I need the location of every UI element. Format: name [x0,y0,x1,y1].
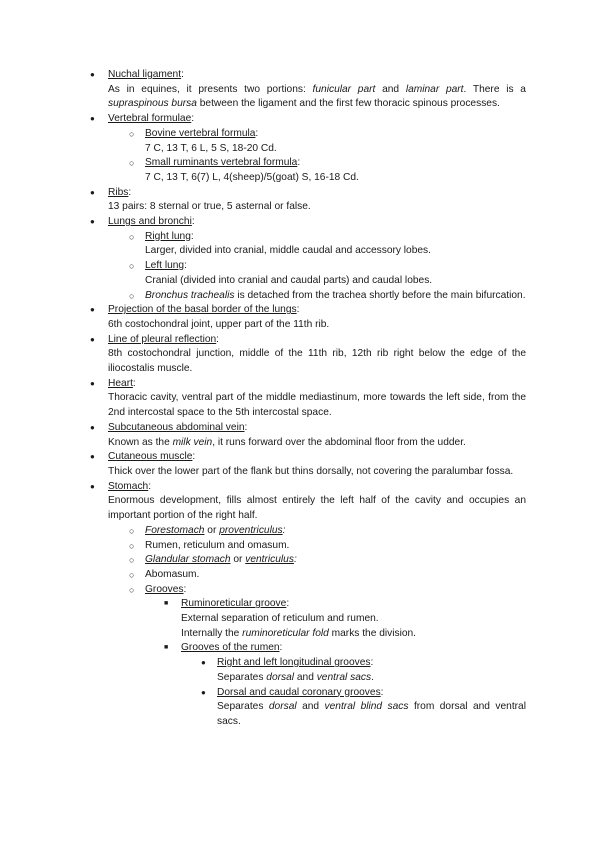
heading-pleural-reflection: Line of pleural reflection [108,333,217,345]
bullet-circle-icon: ○ [129,584,135,595]
heading-right-lung: Right lung [145,230,191,242]
text-longitudinal-grooves [217,671,526,686]
list-item-grooves: ○ Grooves: ■ Ruminoreticular groove: External separation of reticulum and rumen. Internally the ruminoreticular fold marks the division. ■ Grooves of the rumen: ● Right and left longitudinal grooves: Separates dorsal and ventral sacs. ● Dorsal and caudal coronary grooves: Separates dorsal and ventral blind sacs from dorsal and ventral sacs. [145,583,526,730]
italic-term: ventral blind sacs [324,701,409,713]
list-item-abomasum [129,568,526,583]
list-item-left-lung: ○ Left lung: Cranial (divided into cranial and caudal parts) and caudal lobes. [145,259,526,288]
heading-heart: Heart [108,377,133,389]
heading-glandular-stomach [145,553,526,568]
list-item-coronary-grooves: ● Dorsal and caudal coronary grooves: Separates dorsal and ventral blind sacs from dorsal and ventral sacs. [217,686,526,730]
list-item-forestomach [129,524,526,539]
bullet-square-icon: ■ [164,644,169,652]
heading-projection-basal-border: Projection of the basal border of the lungs [108,304,297,316]
bullet-circle-icon: ○ [129,555,135,566]
list-item-lungs-bronchi: ● Lungs and bronchi: ○ Right lung: Larger, divided into cranial, middle caudal and accessory lobes. ○ Left lung: Cranial (divided into cranial and caudal parts) and caudal lobes. ○ Bronchus trachealis is detached from the trachea shortly before the main bifurcation. [108,215,526,303]
heading-ribs: Ribs [108,186,129,198]
heading-lungs-bronchi: Lungs and bronchi [108,216,192,228]
list-item-small-ruminants-formula: ○ Small ruminants vertebral formula: 7 C, 13 T, 6(7) L, 4(sheep)/5(goat) S, 16-18 Cd. [145,156,526,185]
italic-term: Bronchus trachealis [145,289,235,301]
text-span: from dorsal and ventral sacs. [217,701,526,727]
heading-grooves: Grooves [145,583,184,595]
bullet-disc-icon: ● [90,334,95,344]
list-item-stomach: ● Stomach: Enormous development, fills almost entirely the left half of the cavity and occupies an important portion of the right half. ○ Forestomach or proventriculus: ○ Rumen, reticulum and omasum. ○ Glandular stomach or ventriculus: ○ Abomasum. ○ Grooves: ■ Ruminoreticular groove: External separation of reticulum and rumen. Internally the ruminoreticular fold marks the division. ■ Grooves of the rumen: ● Right and left longitudinal grooves: Separates dorsal and ventral sacs. ● Dorsal and caudal coronary grooves: Separates dorsal and ventral blind sacs from dorsal and ventral sacs. [108,480,526,730]
heading-left-lung: Left lung [145,260,185,272]
text-small-ruminants-formula: 7 C, 13 T, 6(7) L, 4(sheep)/5(goat) S, 16-18 Cd. [145,171,359,183]
text-span: and [296,701,325,713]
text-span: Known as the [108,436,173,448]
text-forestomach-parts: Rumen, reticulum and omasum. [145,539,290,551]
italic-term: ventriculus [245,554,294,566]
text-span: is detached from the trachea shortly before the main bifurcation. [234,289,526,301]
italic-term: funicular part [312,83,376,95]
bullet-disc-icon: ● [90,422,95,432]
text-span: Separates [217,671,267,683]
text-span: : [282,524,286,536]
text-bovine-formula: 7 C, 13 T, 6 L, 5 S, 18-20 Cd. [145,142,277,154]
text-span: or [204,524,220,536]
bullet-circle-icon: ○ [129,290,135,301]
bullet-disc-icon: ● [90,481,95,491]
text-ruminoreticular-fold [181,627,526,642]
bullet-disc-icon: ● [90,70,95,79]
list-item-ruminoreticular-groove: ■ Ruminoreticular groove: External separation of reticulum and rumen. Internally the ruminoreticular fold marks the division. [181,597,526,641]
bullet-disc-icon: ● [90,452,95,462]
text-coronary-grooves [217,700,526,729]
text-span: Internally the [181,627,243,639]
text-span: and [294,671,317,683]
text-right-lung: Larger, divided into cranial, middle caudal and accessory lobes. [145,245,431,257]
bullet-disc-icon: ● [90,114,95,124]
text-span: As in equines, it presents two portions: [108,83,313,95]
text-abomasum: Abomasum. [145,568,200,580]
italic-term: supraspinous bursa [108,98,197,110]
bullet-disc-icon: ● [90,217,95,227]
italic-term: laminar part [405,83,464,95]
heading-coronary-grooves: Dorsal and caudal coronary grooves [217,686,381,698]
bullet-circle-icon: ○ [129,128,135,139]
heading-grooves-rumen: Grooves of the rumen [181,642,280,654]
text-span: and [375,83,406,95]
text-projection-basal-border: 6th costochondral joint, upper part of the 11th rib. [108,318,330,330]
text-span: Separates [217,701,269,713]
text-span: . [371,671,374,683]
list-item-ribs: ● Ribs: 13 pairs: 8 sternal or true, 5 asternal or false. [108,186,526,215]
heading-vertebral-formulae: Vertebral formulae [108,113,192,125]
text-ruminoreticular-groove: External separation of reticulum and rumen. [181,613,379,625]
text-stomach: Enormous development, fills almost entirely the left half of the cavity and occupies an important portion of the right half. [108,495,526,522]
bullet-circle-icon: ○ [129,540,135,551]
text-span: . There is a [463,83,526,95]
text-subcutaneous-vein [108,436,526,451]
list-item-glandular-stomach [129,553,526,568]
heading-stomach: Stomach [108,480,149,492]
bullet-square-icon: ■ [164,600,169,608]
italic-term: dorsal [268,701,297,713]
bullet-circle-icon: ○ [129,231,135,242]
heading-nuchal-ligament: Nuchal ligament [108,69,182,80]
list-item-bovine-formula: ○ Bovine vertebral formula: 7 C, 13 T, 6 L, 5 S, 18-20 Cd. [145,127,526,156]
heading-small-ruminants-formula: Small ruminants vertebral formula [145,157,298,169]
list-item-forestomach-parts [129,539,526,554]
text-bronchus-trachealis [145,289,526,304]
text-span: between the ligament and the first few thoracic spinous processes. [196,98,500,110]
text-left-lung: Cranial (divided into cranial and caudal parts) and caudal lobes. [145,274,433,286]
text-span: , it runs forward over the abdominal floor from the udder. [212,436,466,448]
bullet-circle-icon: ○ [129,158,135,169]
heading-subcutaneous-vein: Subcutaneous abdominal vein [108,421,245,433]
bullet-disc-icon: ● [201,658,206,668]
list-item-nuchal-ligament: ● Nuchal ligament: As in equines, it presents two portions: funicular part and laminar part. There is a supraspinous bursa between the ligament and the first few thoracic spinous processes. [108,68,526,112]
text-span: : [293,554,297,566]
list-item-heart: ● Heart: Thoracic cavity, ventral part of the middle mediastinum, more towards the left side, from the 2nd intercostal space to the 5th intercostal space. [108,377,526,421]
bullet-circle-icon: ○ [129,525,135,536]
text-heart: Thoracic cavity, ventral part of the middle mediastinum, more towards the left side, from the 2nd intercostal space to the 5th intercostal space. [108,392,526,419]
list-item-subcutaneous-vein: ● Subcutaneous abdominal vein: Known as the milk vein, it runs forward over the abdominal floor from the udder. [108,421,526,450]
list-item-right-lung: ○ Right lung: Larger, divided into cranial, middle caudal and accessory lobes. [145,230,526,259]
bullet-circle-icon: ○ [129,569,135,580]
text-span: marks the division. [328,627,417,639]
italic-term: milk vein [172,436,213,448]
bullet-circle-icon: ○ [129,261,135,272]
bullet-disc-icon: ● [201,687,206,697]
paragraph-nuchal-ligament [108,83,526,112]
italic-term: Glandular stomach [145,554,231,566]
list-item-bronchus-trachealis [129,289,526,304]
list-item-pleural-reflection: ● Line of pleural reflection: 8th costochondral junction, middle of the 11th rib, 12th rib right below the edge of the iliocostalis muscle. [108,333,526,377]
list-item-cutaneous-muscle: ● Cutaneous muscle: Thick over the lower part of the flank but thins dorsally, not covering the paralumbar fossa. [108,450,526,479]
heading-longitudinal-grooves: Right and left longitudinal grooves [217,657,371,669]
italic-term: Forestomach [145,524,205,536]
italic-term: dorsal [266,671,295,683]
list-item-longitudinal-grooves: ● Right and left longitudinal grooves: Separates dorsal and ventral sacs. [217,656,526,685]
bullet-disc-icon: ● [90,187,95,197]
bullet-disc-icon: ● [90,305,95,315]
bullet-disc-icon: ● [90,378,95,388]
text-span: or [230,554,246,566]
italic-term: ventral sacs [316,671,372,683]
text-ribs: 13 pairs: 8 sternal or true, 5 asternal or false. [108,201,311,213]
text-pleural-reflection: 8th costochondral junction, middle of the 11th rib, 12th rib right below the edge of the iliocostalis muscle. [108,348,526,375]
text-cutaneous-muscle: Thick over the lower part of the flank but thins dorsally, not covering the paralumbar fossa. [108,465,514,477]
heading-ruminoreticular-groove: Ruminoreticular groove [181,598,287,610]
heading-bovine-formula: Bovine vertebral formula [145,127,256,139]
list-item-vertebral-formulae: ● Vertebral formulae: ○ Bovine vertebral formula: 7 C, 13 T, 6 L, 5 S, 18-20 Cd. ○ Small ruminants vertebral formula: 7 C, 13 T, 6(7) L, 4(sheep)/5(goat) S, 16-18 Cd. [108,112,526,186]
list-item-projection-basal-border: ● Projection of the basal border of the lungs: 6th costochondral joint, upper part of the 11th rib. [108,303,526,332]
italic-term: ruminoreticular fold [242,627,329,639]
heading-cutaneous-muscle: Cutaneous muscle [108,451,193,463]
list-item-grooves-rumen: ■ Grooves of the rumen: ● Right and left longitudinal grooves: Separates dorsal and ventral sacs. ● Dorsal and caudal coronary grooves: Separates dorsal and ventral blind sacs from dorsal and ventral sacs. [181,641,526,729]
heading-forestomach [145,524,526,539]
italic-term: proventriculus [219,524,283,536]
